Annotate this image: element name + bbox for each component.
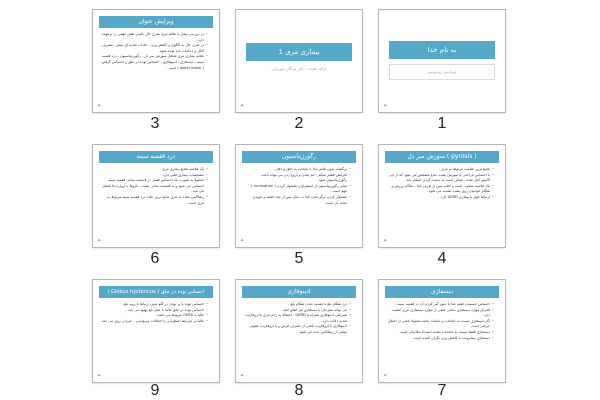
slide-bullet: • غالبا با GERD مربوط می باشد . bbox=[101, 313, 208, 319]
slide-bullet: • برگشت بدون تلاش غذا یا مایعات به حلق و دهان . bbox=[244, 167, 351, 173]
slide-number-6: 6 bbox=[150, 250, 160, 267]
slide-bullet: • می تواند همزمان با دیسفاژی نیز اتفاق افتد . bbox=[244, 308, 351, 314]
slide-bullet: • در شرح حال به الگوی و کاهش وزن ، عادات تغذیه ای بیمار ، مصرف الکل و دخانیات باید توجه شود . bbox=[101, 43, 208, 54]
slide-bullet: • دیسفاژی فقط نسبت به جامدات نشانه انسداد مکانیکی است . bbox=[387, 330, 494, 336]
slide-title: احساس توده در حلق ( Globus hystericus ) bbox=[99, 286, 213, 298]
animation-star-icon: ✦ bbox=[240, 238, 245, 244]
slide-subtitle: ارائه دهنده : دکتر مژگان میرزایی bbox=[271, 66, 327, 71]
slide-bullet: • اگر دیسفاژی نسبت به جامدات و مایعات باشد معمولا ناشی از اختلال حرکتی است . bbox=[387, 319, 494, 330]
animation-star-icon: ✦ bbox=[97, 238, 102, 244]
slide-number-7: 7 bbox=[437, 382, 447, 399]
slide-body bbox=[101, 32, 211, 71]
slide-bullet: • در بررسی بیمار با علائم مری شرح حال بالینی نقش مهمی را برعهده دارد . bbox=[101, 32, 208, 43]
slide-thumbnail-3[interactable] bbox=[93, 10, 219, 112]
slide-bullet: • تمایز رگورژیتاسیون از استفراغ و نشخوار کردن ( rumination ) مهم است . bbox=[244, 184, 351, 195]
slide-number-1: 1 bbox=[437, 115, 447, 132]
animation-star-icon: ✦ bbox=[383, 238, 388, 244]
slide-body bbox=[244, 167, 354, 206]
animation-star-icon: ✦ bbox=[97, 103, 102, 109]
slide-bullet: • نشخوار کردن برگرداندن غذا به دهان پس از چند دقیقه و جویدن مجدد آن است . bbox=[244, 195, 351, 206]
slide-thumbnail-7[interactable] bbox=[379, 280, 505, 382]
slide-bullet: • دیسفاژی پیشرونده با کاهش وزن نگران کننده است . bbox=[387, 336, 494, 342]
slide-number-9: 9 bbox=[150, 382, 160, 399]
slide-title: ادینوفاژی bbox=[242, 286, 356, 298]
slide-bullet: • درد هنگام بلع با تشدید شدن هنگام بلع . bbox=[244, 302, 351, 308]
slide-title: بیماری مری 1 bbox=[246, 43, 352, 61]
slide-title: رگورژیتاسیون bbox=[242, 151, 356, 163]
slide-thumbnail-5[interactable] bbox=[236, 145, 362, 247]
slide-number-3: 3 bbox=[150, 115, 160, 132]
slide-subtitle: ویرایش زیرنویس bbox=[389, 64, 495, 80]
slide-thumbnail-8[interactable] bbox=[236, 280, 362, 382]
slide-number-8: 8 bbox=[294, 382, 304, 399]
slide-body bbox=[101, 167, 211, 206]
slide-bullet: • همراهی ادینوفاژی همراه با GERD ، احتمالا به زخم مری یا ازوفاژیت شدید دلالت دارد . bbox=[244, 313, 351, 324]
slide-bullet: • مشخصات بیماری قلبی دارد . bbox=[101, 173, 208, 179]
slide-number-5: 5 bbox=[294, 250, 304, 267]
slide-thumbnail-2[interactable] bbox=[236, 10, 362, 112]
slide-bullet: • با احساس ناراحتی یا سوزش پشت جناغ مشخص می شود که از اپی گاستر آغاز شده ، ممکن است به سمت گردن انتشار یابد . bbox=[387, 173, 494, 184]
slide-bullet: • ادینوفاژی با ازوفاژیت ناشی از مصرف قرص و یا ازوفاژیت عفونی بیشتر از ریفلاکس دیده می شود . bbox=[244, 324, 351, 335]
slide-bullet: • غالبا در شرایط اضطرابی یا اختلالات وسواسی - جبرانی روی می دهد . bbox=[101, 319, 208, 330]
slide-number-2: 2 bbox=[294, 115, 304, 132]
slide-number-4: 4 bbox=[437, 250, 447, 267]
animation-star-icon: ✦ bbox=[240, 373, 245, 379]
slide-bullet: • افزایش فشار شکم ، خم شدن و آروغ زدن می تواند باعث رگورژیتاسیون شود . bbox=[244, 173, 351, 184]
slide-bullet: • یک علامت متناوب است و اغلب پس از صرف غذا ، هنگام ورزش و هنگام خوابیدن روی پشت تشدید می شود . bbox=[387, 184, 494, 195]
slide-thumbnail-4[interactable] bbox=[379, 145, 505, 247]
slide-bullet: • شایع ترین علامت مربوط به مری . bbox=[387, 167, 494, 173]
slide-title: ( pyrosis ) سوزش سر دل bbox=[385, 151, 499, 163]
slide-thumbnail-1[interactable] bbox=[379, 10, 505, 112]
slide-bullet: • علائم بیماری مری شامل سوزش سر دل ، رگورژیتاسیون ، درد قفسه سینه ، دیسفاژی ، ادینوفاژی ، احساس توده در حلق و احساس گرفتن ( water brash ) است . bbox=[101, 54, 208, 71]
slide-body bbox=[244, 302, 354, 336]
slide-body bbox=[387, 302, 497, 341]
slide-body bbox=[387, 167, 497, 201]
slide-bullet: • ریفلاکس معده به مری شایع ترین علت درد قفسه سینه مربوط به مری است . bbox=[101, 195, 208, 206]
slide-title: دیسفاژی bbox=[385, 286, 499, 298]
slide-bullet: • احساس چسبیدن لقمه غذا یا عبور گیر کردن آن در قفسه سینه . bbox=[387, 302, 494, 308]
slide-bullet: • معمولا به صورت یک احساس فشار در قسمت میانی قفسه سینه احساس می شود و به قسمت میانی پشت ، بازوها یا آرواره ها انتشار می یابد . bbox=[101, 178, 208, 195]
slide-bullet: • احساس توده در حلق غالبا با عمل بلع بهبود می یابد . bbox=[101, 308, 208, 314]
animation-star-icon: ✦ bbox=[383, 103, 388, 109]
slide-bullet: • یک علامت شایع بیماری مری . bbox=[101, 167, 208, 173]
slide-thumbnail-6[interactable] bbox=[93, 145, 219, 247]
slide-thumbnail-9[interactable] bbox=[93, 280, 219, 382]
slide-title: به نام خدا bbox=[389, 41, 495, 59]
slide-bullet: • ارتباط قوی با بیماری GERD دارد . bbox=[387, 195, 494, 201]
slide-bullet: • افتراق موارد دیسفاژی دهانی حلقی از موارد دیسفاژی مری اهمیت دارد . bbox=[387, 308, 494, 319]
animation-star-icon: ✦ bbox=[240, 103, 245, 109]
slide-body bbox=[101, 302, 211, 330]
slide-title: ویرایش عنوان bbox=[99, 16, 213, 28]
animation-star-icon: ✦ bbox=[97, 373, 102, 379]
slide-bullet: • احساس توده یا پر بودن در گلو بدون ارتباط با روند بلع . bbox=[101, 302, 208, 308]
animation-star-icon: ✦ bbox=[383, 373, 388, 379]
slide-title: درد قفسه سینه bbox=[99, 151, 213, 163]
